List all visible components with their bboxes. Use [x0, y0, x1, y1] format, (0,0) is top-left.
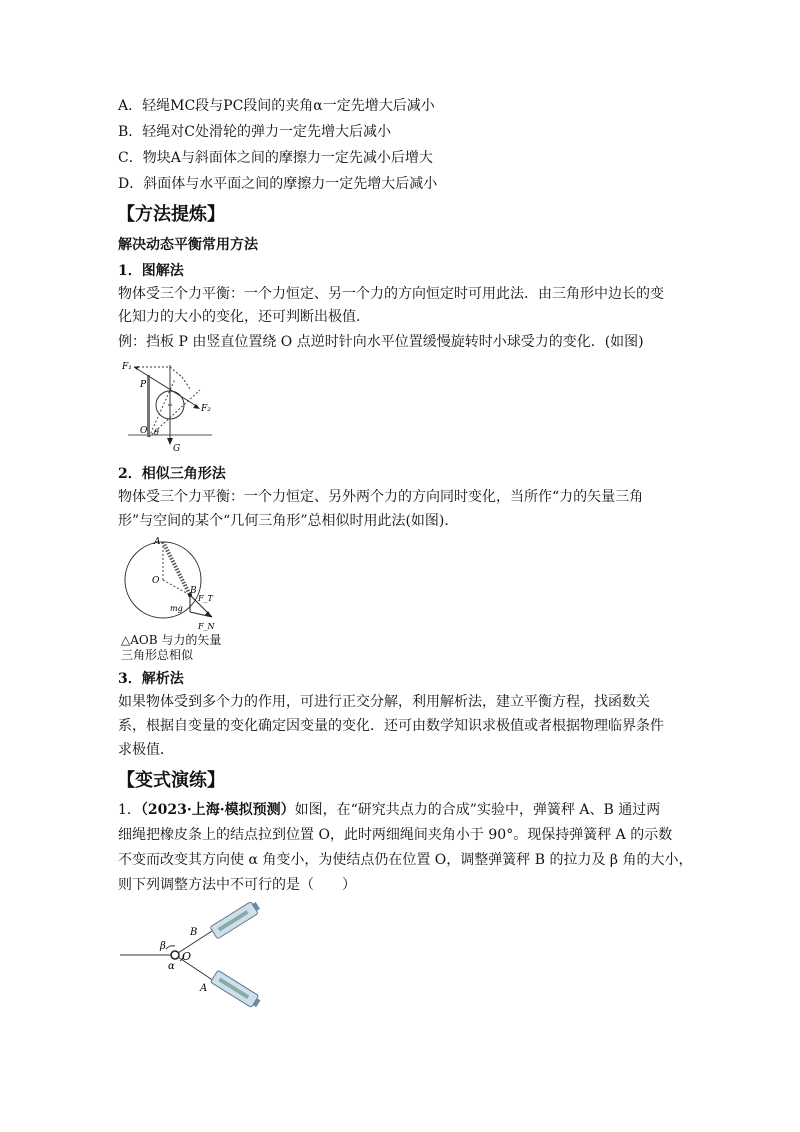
method-1-text-2: 化知力的大小的变化，还可判断出极值．	[118, 309, 370, 325]
label-beta: β	[160, 941, 166, 952]
method-3-text-3: 求极值．	[118, 742, 174, 758]
label-g: G	[173, 444, 181, 454]
label-mg: mg	[170, 604, 183, 613]
method-3-text-2: 系，根据自变量的变化确定因变量的变化．还可由数学知识求极值或者根据物理临界条件	[118, 718, 664, 734]
method-2-title: 2．相似三角形法	[118, 466, 226, 482]
question-text-1: 如图，在“研究共点力的合成”实验中，弹簧秤 A、B 通过两	[294, 802, 661, 818]
label-a2: A	[200, 983, 208, 994]
method-2-text-1: 物体受三个力平衡：一个力恒定、另外两个力的方向同时变化，当所作“力的矢量三角	[118, 489, 644, 505]
label-ft: F_T	[198, 594, 213, 603]
label-a: A	[154, 537, 161, 547]
question-1-line-4: 则下列调整方法中不可行的是（ ）	[118, 877, 356, 893]
label-f1: F₁	[122, 362, 132, 372]
section-heading-method: 【方法提炼】	[117, 204, 225, 225]
option-a: A．轻绳MC段与PC段间的夹角α一定先增大后减小	[118, 98, 435, 114]
label-b: B	[190, 586, 197, 596]
label-alpha: α	[168, 961, 175, 972]
label-f2: F₂	[201, 404, 211, 414]
option-c: C．物块A与斜面体之间的摩擦力一定先减小后增大	[118, 150, 433, 166]
figure-similar-triangle	[120, 535, 230, 633]
figure-2-caption-line-1: △AOB 与力的矢量	[121, 633, 222, 647]
label-o: O	[140, 426, 148, 436]
figure-2-caption-line-2: 三角形总相似	[121, 648, 194, 662]
method-3-text-1: 如果物体受到多个力的作用，可进行正交分解，利用解析法，建立平衡方程，找函数关	[118, 694, 650, 710]
section-heading-practice: 【变式演练】	[117, 770, 225, 791]
label-o3: O	[182, 950, 192, 963]
label-o2: O	[152, 576, 160, 586]
label-b2: B	[190, 927, 198, 938]
figure-graphic-method	[120, 355, 230, 455]
option-b: B．轻绳对C处滑轮的弹力一定先增大后减小	[118, 124, 391, 140]
label-theta: θ	[154, 428, 159, 437]
method-2-text-2: 形”与空间的某个“几何三角形”总相似时用此法(如图)．	[118, 513, 459, 529]
question-source: （2023·上海·模拟预测）	[140, 802, 295, 818]
method-1-text-1: 物体受三个力平衡：一个力恒定、另一个力的方向恒定时可用此法．由三角形中边长的变	[118, 286, 664, 302]
question-number: 1．	[118, 802, 141, 818]
method-1-title: 1．图解法	[118, 263, 184, 279]
option-d: D．斜面体与水平面之间的摩擦力一定先增大后减小	[118, 176, 438, 192]
label-fn: F_N	[198, 622, 215, 631]
method-3-title: 3．解析法	[118, 671, 184, 687]
subtitle-dynamic-balance: 解决动态平衡常用方法	[118, 237, 258, 253]
question-1-line-1	[118, 800, 660, 820]
method-1-example: 例：挡板 P 由竖直位置绕 O 点逆时针向水平位置缓慢旋转时小球受力的变化．(如图)	[118, 334, 644, 350]
question-1-line-3: 不变而改变其方向使 α 角变小，为使结点仍在位置 O，调整弹簧秤 B 的拉力及 β 角的大小，	[118, 852, 693, 868]
label-p: P	[140, 380, 147, 390]
question-1-line-2: 细绳把橡皮条上的结点拉到位置 O，此时两细绳间夹角小于 90°。现保持弹簧秤 A 的示数	[118, 827, 673, 843]
figure-spring-scales	[120, 895, 280, 1025]
